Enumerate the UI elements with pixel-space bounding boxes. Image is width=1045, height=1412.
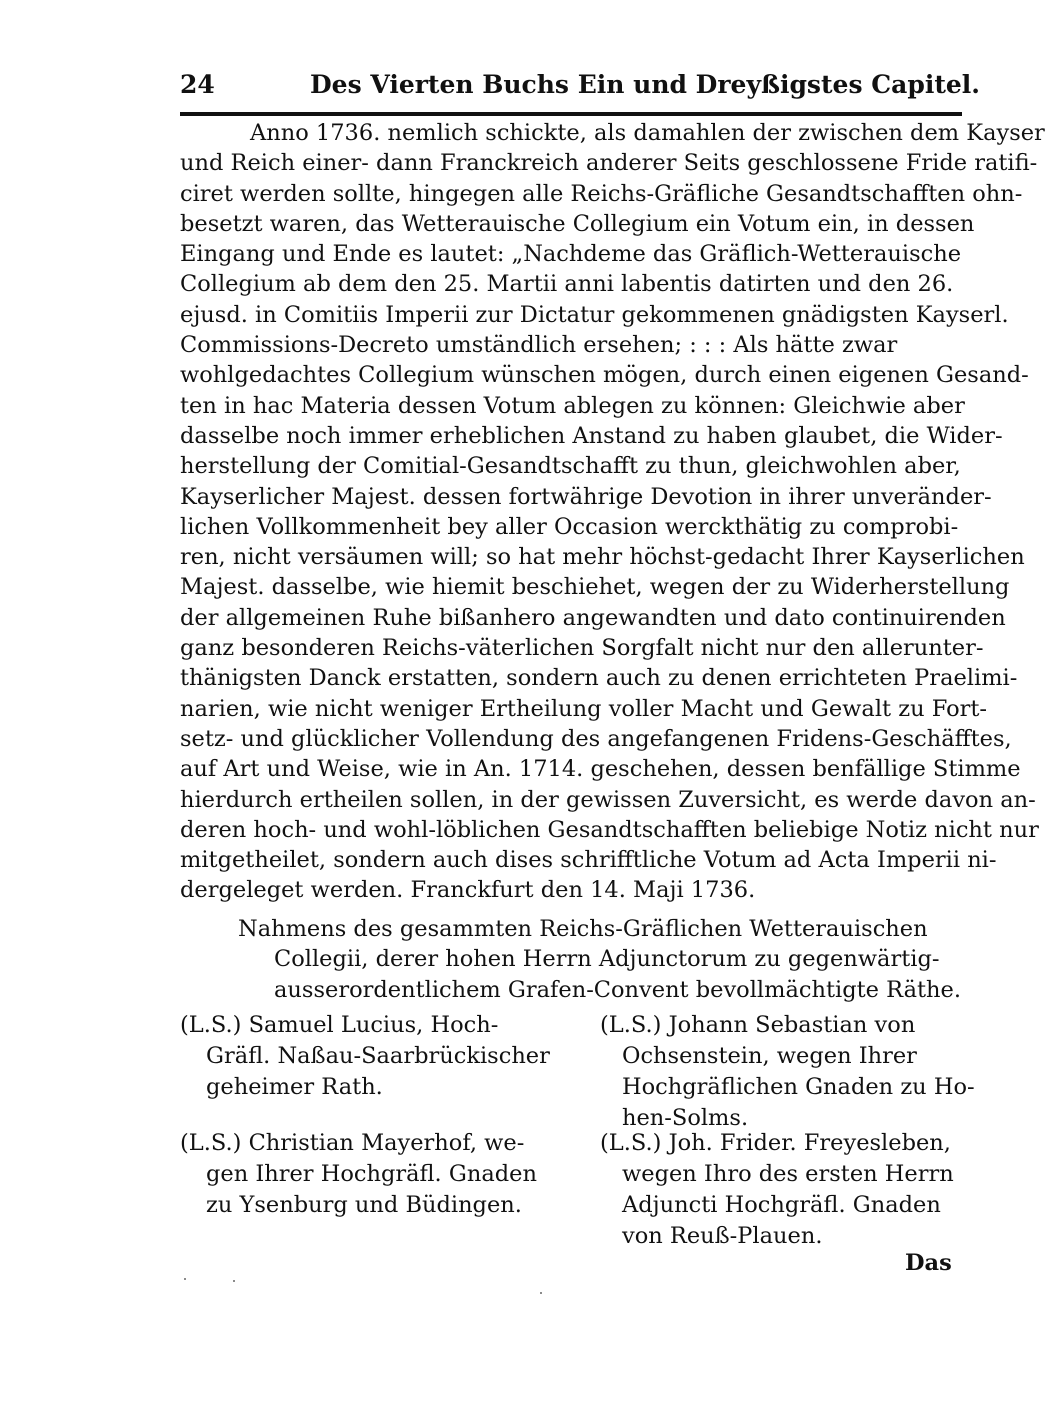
signatory-line: (L.S.) Joh. Frider. Freyesleben,	[600, 1130, 951, 1156]
running-title: Des Vierten Buchs Ein und Dreyßigstes Capitel.	[310, 70, 980, 99]
text-line: thänigsten Danck erstatten, sondern auch zu denen errichteten Praelimi-	[180, 665, 1018, 692]
text-line: der allgemeinen Ruhe bißanhero angewandten und dato continuirenden	[180, 604, 1006, 631]
page-header	[180, 66, 980, 110]
signature-intro-line: Collegii, derer hohen Herrn Adjunctorum zu gegenwärtig-	[274, 946, 940, 973]
text-line: hierdurch ertheilen sollen, in der gewissen Zuversicht, es werde davon an-	[180, 786, 1036, 813]
text-line: dasselbe noch immer erheblichen Anstand zu haben glaubet, die Wider-	[180, 422, 1003, 449]
text-line: narien, wie nicht weniger Ertheilung voller Macht und Gewalt zu Fort-	[180, 695, 988, 722]
text-line: herstellung der Comitial-Gesandtschafft zu thun, gleichwohlen aber,	[180, 453, 961, 480]
signatory-lucius	[180, 1010, 560, 1103]
text-line: dergeleget werden. Franckfurt den 14. Maji 1736.	[180, 877, 756, 904]
signatory-line: Gräfl. Naßau-Saarbrückischer	[206, 1043, 550, 1069]
text-line: ganz besonderen Reichs-väterlichen Sorgfalt nicht nur den allerunter-	[180, 635, 984, 662]
signatory-freyesleben	[600, 1128, 962, 1252]
text-line: ren, nicht versäumen will; so hat mehr höchst-gedacht Ihrer Kayserlichen	[180, 544, 1025, 571]
text-line: Kayserlicher Majest. dessen fortwährige Devotion in ihrer unveränder-	[180, 483, 992, 510]
text-line: mitgetheilet, sondern auch dises schrifftliche Votum ad Acta Imperii ni-	[180, 847, 997, 874]
header-rule	[180, 112, 962, 116]
text-line: auf Art und Weise, wie in An. 1714. geschehen, dessen benfällige Stimme	[180, 756, 1021, 783]
text-line: ciret werden sollte, hingegen alle Reichs-Gräfliche Gesandtschafften ohn-	[180, 180, 1023, 207]
signatory-line: hen-Solms.	[622, 1105, 749, 1131]
catchword: Das	[905, 1250, 952, 1276]
text-line: Eingang und Ende es lautet: „Nachdeme das Gräflich-Wetterauische	[180, 241, 962, 268]
signatory-line: (L.S.) Samuel Lucius, Hoch-	[180, 1012, 499, 1038]
text-line: lichen Vollkommenheit bey aller Occasion werckthätig zu comprobi-	[180, 513, 959, 540]
signatory-mayerhof	[180, 1128, 560, 1221]
signatory-line: zu Ysenburg und Büdingen.	[206, 1192, 522, 1218]
signatory-line: von Reuß-Plauen.	[622, 1223, 823, 1249]
signature-intro	[238, 914, 962, 1005]
signatory-line: wegen Ihro des ersten Herrn	[622, 1161, 954, 1187]
signatory-line: geheimer Rath.	[206, 1074, 383, 1100]
text-line: Commissions-Decreto umständlich ersehen; : : : Als hätte zwar	[180, 332, 898, 359]
page-number: 24	[180, 70, 215, 99]
text-line: besetzt waren, das Wetterauische Collegium ein Votum ein, in dessen	[180, 210, 975, 237]
signatory-line: Ochsenstein, wegen Ihrer	[622, 1043, 917, 1069]
print-speck	[540, 1292, 542, 1294]
text-line: Collegium ab dem den 25. Martii anni labentis datirten und den 26.	[180, 271, 954, 298]
text-line: deren hoch- und wohl-löblichen Gesandtschafften beliebige Notiz nicht nur	[180, 816, 1039, 843]
signatory-line: Adjuncti Hochgräfl. Gnaden	[622, 1192, 941, 1218]
signature-intro-line: ausserordentlichem Grafen-Convent bevollmächtigte Räthe.	[274, 976, 961, 1003]
print-speck	[184, 1278, 186, 1280]
text-line: ten in hac Materia dessen Votum ablegen zu können: Gleichwie aber	[180, 392, 965, 419]
main-text	[180, 118, 1045, 906]
signatory-line: Hochgräflichen Gnaden zu Ho-	[622, 1074, 975, 1100]
text-line: setz- und glücklicher Vollendung des angefangenen Fridens-Geschäfftes,	[180, 725, 1012, 752]
text-line: wohlgedachtes Collegium wünschen mögen, durch einen eigenen Gesand-	[180, 362, 1029, 389]
text-line: und Reich einer- dann Franckreich anderer Seits geschlossene Fride ratifi-	[180, 150, 1038, 177]
signatory-ochsenstein	[600, 1010, 975, 1134]
print-speck	[233, 1280, 235, 1282]
signatory-line: gen Ihrer Hochgräfl. Gnaden	[206, 1161, 537, 1187]
signatory-line: (L.S.) Johann Sebastian von	[600, 1012, 916, 1038]
text-line: Anno 1736. nemlich schickte, als damahlen der zwischen dem Kayser	[250, 120, 1045, 146]
signatory-line: (L.S.) Christian Mayerhof, we-	[180, 1130, 525, 1156]
text-line: Majest. dasselbe, wie hiemit beschiehet, wegen der zu Widerherstellung	[180, 574, 1010, 601]
text-line: ejusd. in Comitiis Imperii zur Dictatur gekommenen gnädigsten Kayserl.	[180, 301, 1009, 328]
signature-intro-line: Nahmens des gesammten Reichs-Gräflichen Wetterauischen	[238, 916, 928, 942]
